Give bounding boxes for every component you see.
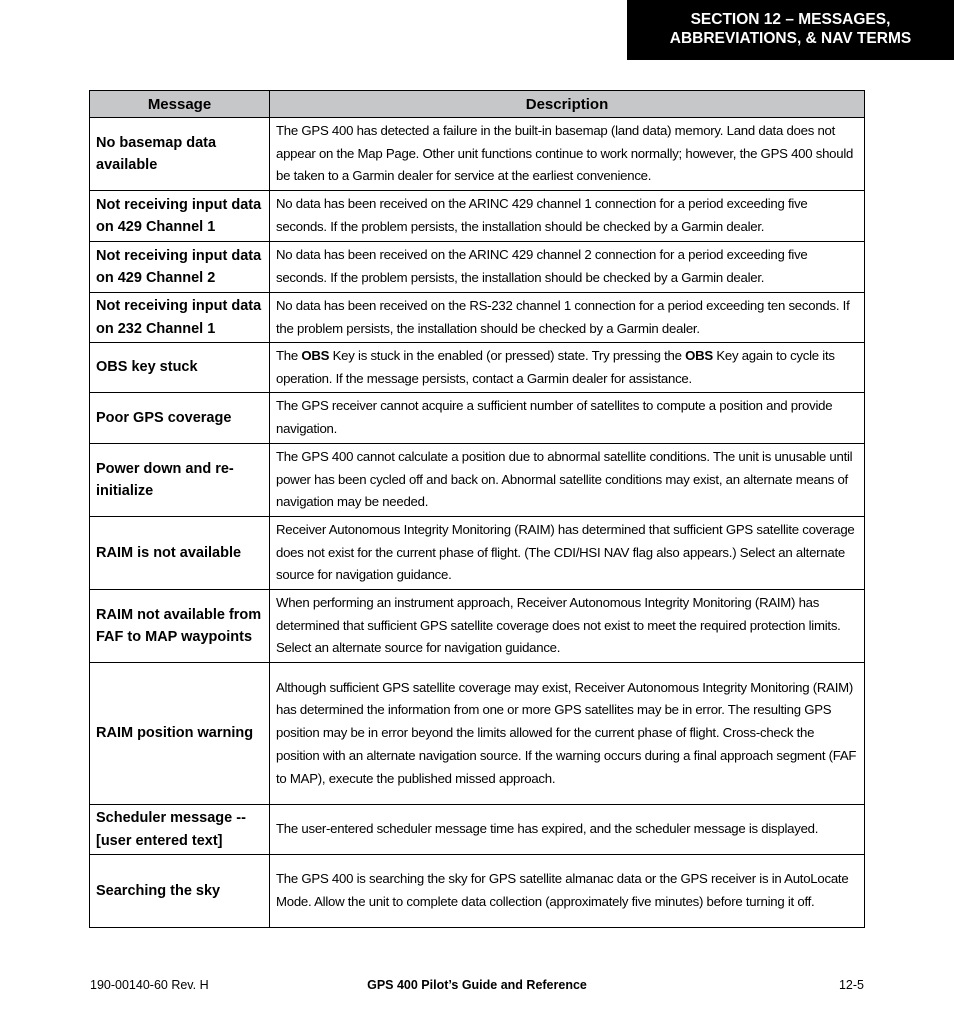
table-row [90, 444, 865, 517]
footer-doc-number: 190-00140-60 Rev. H [90, 978, 209, 992]
column-header-description: Description [270, 91, 865, 118]
table-row [90, 393, 865, 444]
message-cell: Not receiving input data on 429 Channel 2 [90, 242, 270, 293]
description-cell: No data has been received on the RS-232 channel 1 connection for a period exceeding ten seconds. If the problem persists, the installation should be checked by a Garmin dealer. [270, 293, 865, 343]
description-cell: Receiver Autonomous Integrity Monitoring (RAIM) has determined that sufficient GPS satellite coverage does not exist for the current phase of flight. (The CDI/HSI NAV flag also appears.) Select an alternate source for navigation guidance. [270, 517, 865, 590]
description-cell: No data has been received on the ARINC 429 channel 1 connection for a period exceeding five seconds. If the problem persists, the installation should be checked by a Garmin dealer. [270, 191, 865, 242]
message-cell: RAIM position warning [90, 663, 270, 805]
message-cell: Scheduler message -- [user entered text] [90, 805, 270, 855]
table-row [90, 191, 865, 242]
message-cell: Poor GPS coverage [90, 393, 270, 444]
table-row [90, 805, 865, 855]
description-text: The [276, 347, 302, 363]
description-cell: The GPS receiver cannot acquire a sufficient number of satellites to compute a position and provide navigation. [270, 393, 865, 444]
description-cell: The GPS 400 cannot calculate a position due to abnormal satellite conditions. The unit is unusable until power has been cycled off and back on. Abnormal satellite conditions may exist, an alternate means of navigation may be needed. [270, 444, 865, 517]
message-cell: Not receiving input data on 429 Channel 1 [90, 191, 270, 242]
table-row [90, 590, 865, 663]
message-cell: No basemap data available [90, 118, 270, 191]
table-row [90, 517, 865, 590]
description-text: Key is stuck in the enabled (or pressed) state. Try pressing the [329, 347, 686, 363]
message-cell: OBS key stuck [90, 343, 270, 393]
table-row [90, 118, 865, 191]
footer-page-number: 12-5 [838, 978, 864, 992]
message-cell: Power down and re-initialize [90, 444, 270, 517]
message-cell: Searching the sky [90, 855, 270, 928]
table-row [90, 663, 865, 805]
column-header-message: Message [90, 91, 270, 118]
section-title-line-1: SECTION 12 – MESSAGES, [690, 11, 891, 28]
obs-key-label: OBS [685, 347, 713, 363]
description-cell: The user-entered scheduler message time has expired, and the scheduler message is displayed. [270, 805, 865, 855]
description-cell: The GPS 400 has detected a failure in the built-in basemap (land data) memory. Land data does not appear on the Map Page. Other unit functions continue to work normally; however, the GPS 400 should be taken to a Garmin dealer for service at the earliest convenience. [270, 118, 865, 191]
section-title-line-2: ABBREVIATIONS, & NAV TERMS [669, 30, 912, 47]
description-cell: The GPS 400 is searching the sky for GPS satellite almanac data or the GPS receiver is in AutoLocate Mode. Allow the unit to complete data collection (approximately five minutes) before turning it off. [270, 855, 865, 928]
table-row [90, 343, 865, 393]
description-text: Key again to cycle its operation. If the message persists, contact a Garmin dealer for assistance. [276, 347, 835, 386]
description-cell: Although sufficient GPS satellite coverage may exist, Receiver Autonomous Integrity Monitoring (RAIM) has determined the information from one or more GPS satellites may be in error. The resulting GPS position may be in error beyond the limits allowed for the current phase of flight. Cross-check the position with an alternate navigation source. If the warning occurs during a final approach segment (FAF to MAP), execute the published missed approach. [270, 663, 865, 805]
table-header-row [90, 91, 865, 118]
description-cell: When performing an instrument approach, Receiver Autonomous Integrity Monitoring (RAIM) has determined that sufficient GPS satellite coverage does not exist to meet the required protection limits. Select an alternate source for navigation guidance. [270, 590, 865, 663]
description-cell: No data has been received on the ARINC 429 channel 2 connection for a period exceeding five seconds. If the problem persists, the installation should be checked by a Garmin dealer. [270, 242, 865, 293]
messages-table [89, 90, 865, 928]
table-row [90, 855, 865, 928]
obs-key-label: OBS [301, 347, 330, 363]
message-cell: RAIM is not available [90, 517, 270, 590]
description-cell [270, 343, 865, 393]
table-row [90, 293, 865, 343]
table-row [90, 242, 865, 293]
footer-title: GPS 400 Pilot’s Guide and Reference [367, 978, 587, 992]
message-cell: Not receiving input data on 232 Channel 1 [90, 293, 270, 343]
section-header-tab [627, 0, 954, 60]
message-cell: RAIM not available from FAF to MAP waypoints [90, 590, 270, 663]
